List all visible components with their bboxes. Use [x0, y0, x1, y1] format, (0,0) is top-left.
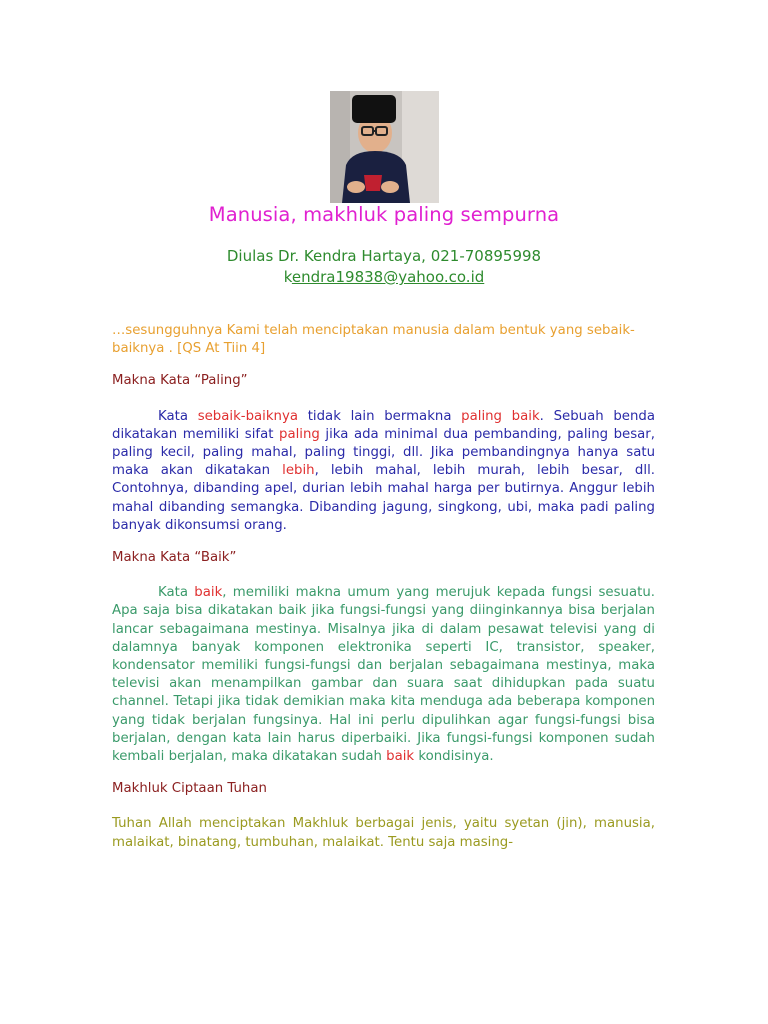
paragraph-baik: Kata baik, memiliki makna umum yang merujuk kepada fungsi sesuatu. Apa saja bisa dikatakan baik jika fungsi-fungsi yang diinginkannya bisa berjalan lancar sebagaimana mestinya. Misalnya jika di dalam pesawat televisi yang di dalamnya banyak komponen elektronika seperti IC, transistor, speaker, kondensator memiliki fungsi-fungsi dan berjalan sebagaimana mestinya, maka televisi akan menampilkan gambar dan suara saat dihidupkan pada suatu channel. Tetapi jika tidak demikian maka kita menduga ada beberapa komponen yang tidak berjalan fungsinya. Hal ini perlu dipulihkan agar fungsi-fungsi bisa berjalan, dengan kata lain harus diperbaiki. Jika fungsi-fungsi komponen sudah kembali berjalan, maka dikatakan sudah baik kondisinya.: [112, 585, 655, 765]
author-email: [0, 268, 768, 286]
article-body: [112, 322, 655, 852]
email-prefix: k: [283, 268, 292, 286]
section-heading-baik: Makna Kata “Baik”: [112, 550, 237, 566]
email-link[interactable]: endra19838@yahoo.co.id: [291, 268, 485, 286]
section-heading-makhluk: Makhluk Ciptaan Tuhan: [112, 781, 267, 797]
quote: …sesungguhnya Kami telah menciptakan manusia dalam bentuk yang sebaik-baiknya . [QS At Tiin 4]: [112, 323, 635, 357]
author-photo: [330, 91, 439, 203]
author-line: Diulas Dr. Kendra Hartaya, 021-70895998: [226, 247, 542, 265]
paragraph-makhluk: Tuhan Allah menciptakan Makhluk berbagai jenis, yaitu syetan (jin), manusia, malaikat, binatang, tumbuhan, malaikat. Tentu saja masing-: [112, 816, 655, 850]
paragraph-paling: Kata sebaik-baiknya tidak lain bermakna paling baik. Sebuah benda dikatakan memiliki sifat paling jika ada minimal dua pembanding, paling besar, paling kecil, paling mahal, paling tinggi, dll. Jika pembandingnya hanya satu maka akan dikatakan lebih, lebih mahal, lebih murah, lebih besar, dll. Contohnya, dibanding apel, durian lebih mahal harga per butirnya. Anggur lebih mahal dibanding semangka. Dibanding jagung, singkong, ubi, maka padi paling banyak dikonsumsi orang.: [112, 408, 655, 533]
section-heading-paling: Makna Kata “Paling”: [112, 373, 248, 389]
page-title: Manusia, makhluk paling sempurna: [208, 203, 560, 226]
